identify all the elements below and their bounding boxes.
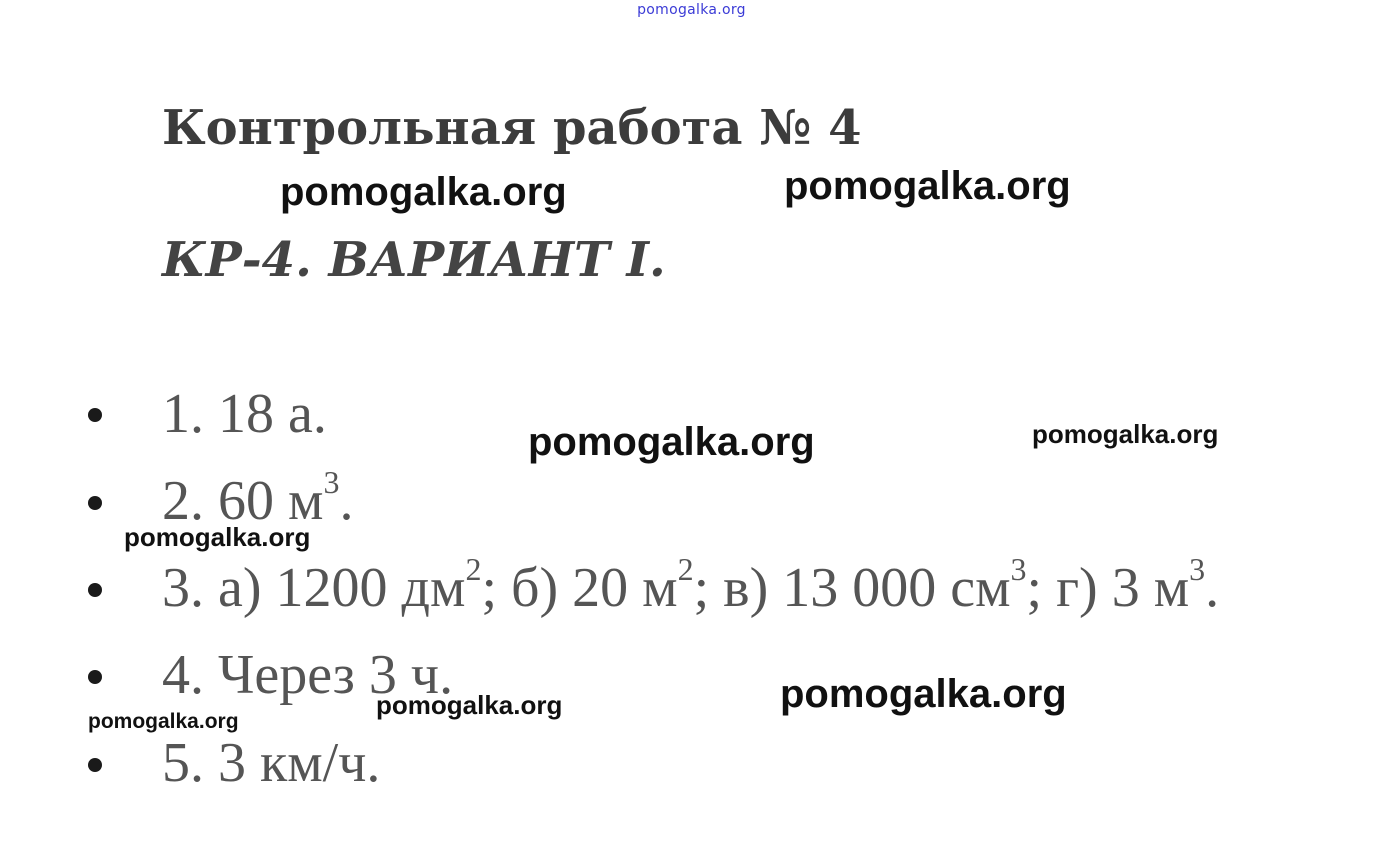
watermark: pomogalka.org xyxy=(784,164,1071,208)
answer-text: 2. 60 $м^3$. xyxy=(162,464,354,532)
answer-text: 4. Через 3 ч. xyxy=(162,644,454,706)
bullet-icon xyxy=(88,583,102,597)
answer-text: 5. 3 км/ч. xyxy=(162,732,381,794)
watermark: pomogalka.org xyxy=(88,710,239,733)
answer-text: 1. 18 а. xyxy=(162,383,327,445)
document-title: Контрольная работа № 4 xyxy=(162,100,862,156)
watermark: pomogalka.org xyxy=(376,690,563,720)
watermark: pomogalka.org xyxy=(1032,419,1219,449)
bullet-icon xyxy=(88,758,102,772)
watermark: pomogalka.org xyxy=(780,672,1067,716)
watermark: pomogalka.org xyxy=(528,420,815,464)
bullet-icon xyxy=(88,408,102,422)
watermark: pomogalka.org xyxy=(280,170,567,214)
site-link[interactable]: pomogalka.org xyxy=(637,2,746,18)
bullet-icon xyxy=(88,496,102,510)
variant-heading: КР-4. ВАРИАНТ I. xyxy=(162,232,666,288)
bullet-icon xyxy=(88,670,102,684)
answer-text: 3. а) 1200 $дм^2$; б) 20 $м^2$; в) 13 000 $см^3$; г) 3 $м^3$. xyxy=(162,551,1220,619)
watermark: pomogalka.org xyxy=(124,522,311,552)
